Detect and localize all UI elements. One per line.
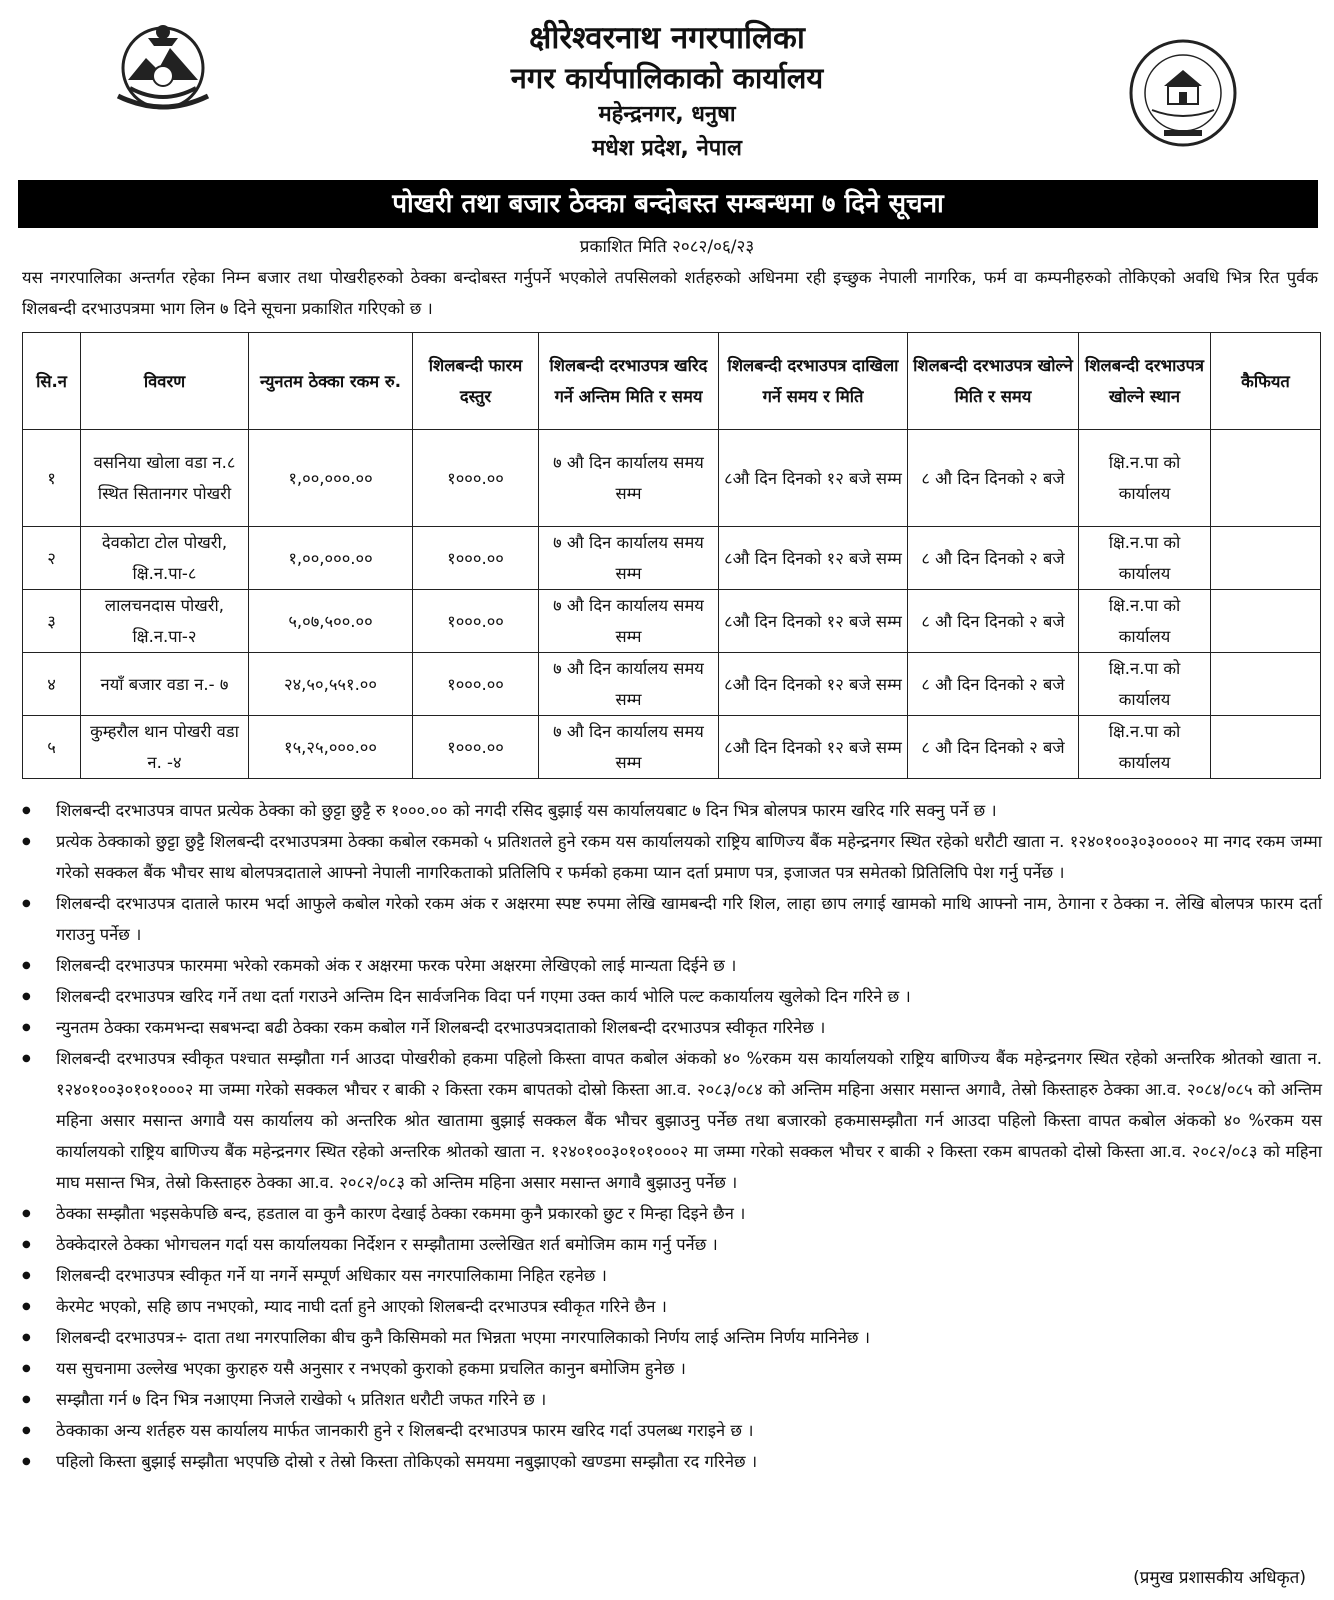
col-header-submission-time: शिलबन्दी दरभाउपत्र दाखिला गर्ने समय र मिति (719, 333, 908, 430)
col-header-description: विवरण (81, 333, 249, 430)
condition-item: ● शिलबन्दी दरभाउपत्र दाताले फारम भर्दा आफुले कबोल गरेको रकम अंक र अक्षरमा स्पष्ट रुपमा लेखि खामबन्दी गरि शिल, लाहा छाप लगाई खामको माथि आफ्नो नाम, ठेगाना र ठेक्का न. लेखि बोलपत्र फारम दर्ता गराउनु पर्नेछ । (22, 888, 1322, 950)
condition-item: ● शिलबन्दी दरभाउपत्र फारममा भरेको रकमको अंक र अक्षरमा फरक परेमा अक्षरमा लेखिएको लाई मान्यता दिईने छ । (22, 950, 1322, 981)
condition-item: ● सम्झौता गर्न ७ दिन भित्र नआएमा निजले राखेको ५ प्रतिशत धरौटी जफत गरिने छ । (22, 1384, 1322, 1415)
cell-sn: ३ (23, 590, 81, 653)
cell-purchase-deadline: ७ औ दिन कार्यालय समय सम्म (539, 430, 719, 527)
condition-item: ● ठेक्केदारले ठेक्का भोगचलन गर्दा यस कार्यालयका निर्देशन र सम्झौतामा उल्लेखित शर्त बमोजिम काम गर्नु पर्नेछ । (22, 1229, 1322, 1260)
col-header-opening-place: शिलबन्दी दरभाउपत्र खोल्ने स्थान (1079, 333, 1211, 430)
cell-sn: १ (23, 430, 81, 527)
col-header-purchase-deadline: शिलबन्दी दरभाउपत्र खरिद गर्ने अन्तिम मिति र समय (539, 333, 719, 430)
condition-item: ● पहिलो किस्ता बुझाई सम्झौता भएपछि दोस्रो र तेस्रो किस्ता तोकिएको समयमा नबुझाएको खण्डमा सम्झौता रद गरिनेछ । (22, 1446, 1322, 1477)
cell-description: कुम्हरौल थान पोखरी वडा न. -४ (81, 716, 249, 779)
col-header-form-fee: शिलबन्दी फारम दस्तुर (413, 333, 539, 430)
cell-min-amount: १५,२५,०००.०० (249, 716, 413, 779)
condition-item: ● ठेक्का सम्झौता भइसकेपछि बन्द, हडताल वा कुनै कारण देखाई ठेक्का रकममा कुनै प्रकारको छुट र मिन्हा दिइने छैन । (22, 1198, 1322, 1229)
office-address: महेन्द्रनगर, धनुषा (598, 102, 736, 127)
conditions-list (22, 795, 1322, 1477)
municipality-name: क्षीरेश्वरनाथ नगरपालिका (529, 20, 805, 56)
cell-submission-time: ८औ दिन दिनको १२ बजे सम्म (719, 590, 908, 653)
cell-opening-place: क्षि.न.पा को कार्यालय (1079, 527, 1211, 590)
cell-form-fee: १०००.०० (413, 653, 539, 716)
table-row (23, 653, 1321, 716)
cell-description: वसनिया खोला वडा न.८ स्थित सितानगर पोखरी (81, 430, 249, 527)
cell-purchase-deadline: ७ औ दिन कार्यालय समय सम्म (539, 527, 719, 590)
condition-item: ● यस सुचनामा उल्लेख भएका कुराहरु यसै अनुसार र नभएको कुराको हकमा प्रचलित कानुन बमोजिम हुनेछ । (22, 1353, 1322, 1384)
cell-sn: २ (23, 527, 81, 590)
col-header-opening-time: शिलबन्दी दरभाउपत्र खोल्ने मिति र समय (908, 333, 1079, 430)
table-row (23, 590, 1321, 653)
published-date: प्रकाशित मिति २०८२/०६/२३ (579, 237, 755, 257)
cell-remarks (1211, 430, 1321, 527)
cell-opening-time: ८ औ दिन दिनको २ बजे (908, 590, 1079, 653)
cell-remarks (1211, 716, 1321, 779)
condition-item: ● ठेक्काका अन्य शर्तहरु यस कार्यालय मार्फत जानकारी हुने र शिलबन्दी दरभाउपत्र फारम खरिद गर्दा उपलब्ध गराइने छ । (22, 1415, 1322, 1446)
municipality-logo-icon (1128, 38, 1238, 148)
condition-item: ● शिलबन्दी दरभाउपत्र स्वीकृत गर्ने या नगर्ने सम्पूर्ण अधिकार यस नगरपालिकामा निहित रहनेछ । (22, 1260, 1322, 1291)
cell-submission-time: ८औ दिन दिनको १२ बजे सम्म (719, 653, 908, 716)
notice-title: पोखरी तथा बजार ठेक्का बन्दोबस्त सम्बन्धमा ७ दिने सूचना (18, 180, 1318, 228)
cell-sn: ४ (23, 653, 81, 716)
cell-opening-time: ८ औ दिन दिनको २ बजे (908, 527, 1079, 590)
cell-description: नयाँ बजार वडा न.- ७ (81, 653, 249, 716)
cell-remarks (1211, 590, 1321, 653)
cell-remarks (1211, 527, 1321, 590)
col-header-min-amount: न्युनतम ठेक्का रकम रु. (249, 333, 413, 430)
intro-paragraph: यस नगरपालिका अन्तर्गत रहेका निम्न बजार तथा पोखरीहरुको ठेक्का बन्दोबस्त गर्नुपर्ने भएकोले तपसिलको शर्तहरुको अधिनमा रही इच्छुक नेपाली नागरिक, फर्म वा कम्पनीहरुको तोकिएको अवधि भित्र रित पुर्वक शिलबन्दी दरभाउपत्रमा भाग लिन ७ दिने सूचना प्रकाशित गरिएको छ । (22, 268, 1318, 318)
cell-opening-place: क्षि.न.पा को कार्यालय (1079, 590, 1211, 653)
office-name: नगर कार्यपालिकाको कार्यालय (510, 61, 824, 95)
letterhead (0, 0, 1334, 178)
table-row (23, 527, 1321, 590)
cell-opening-place: क्षि.न.पा को कार्यालय (1079, 653, 1211, 716)
col-header-sn: सि.न (23, 333, 81, 430)
cell-opening-place: क्षि.न.पा को कार्यालय (1079, 430, 1211, 527)
condition-item: ● शिलबन्दी दरभाउपत्र स्वीकृत पश्चात सम्झौता गर्न आउदा पोखरीको हकमा पहिलो किस्ता वापत कबोल अंकको ४० %रकम यस कार्यालयको राष्ट्रिय बाणिज्य बैंक महेन्द्रनगर स्थित रहेको अन्तरिक श्रोतको खाता न. १२४०१००३०१०१०००२ मा जम्मा गरेको सक्कल भौचर र बाकी २ किस्ता रकम बापतको दोस्रो किस्ता आ.व. २०८३/०८४ को अन्तिम महिना असार मसान्त अगावै, तेस्रो किस्ताहरु ठेक्का आ.व. २०८४/०८५ को अन्तिम महिना असार मसान्त अगावै यस कार्यालय को अन्तरिक श्रोत खातामा बुझाई सक्कल बैंक भौचर बुझाउनु पर्नेछ तथा बजारको हकमासम्झौता गर्न आउदा पहिलो किस्ता वापत कबोल अंकको ४० %रकम यस कार्यालयको राष्ट्रिय बाणिज्य बैंक महेन्द्रनगर स्थित रहेको अन्तरिक श्रोतको खाता न. १२४०१००३०१०१०००२ मा जम्मा गरेको सक्कल भौचर र बाकी २ किस्ता रकम बापतको दोस्रो किस्ता आ.व. २०८२/०८३ को महिना माघ मसान्त भित्र, तेस्रो किस्ताहरु ठेक्का आ.व. २०८२/०८३ को अन्तिम महिना असार मसान्त अगावै बुझाउनु पर्नेछ । (22, 1043, 1322, 1198)
table-row (23, 430, 1321, 527)
signatory-title: (प्रमुख प्रशासकीय अधिकृत) (1133, 1568, 1306, 1588)
cell-sn: ५ (23, 716, 81, 779)
condition-item: ● शिलबन्दी दरभाउपत्र÷ दाता तथा नगरपालिका बीच कुनै किसिमको मत भिन्नता भएमा नगरपालिकाको निर्णय लाई अन्तिम निर्णय मानिनेछ । (22, 1322, 1322, 1353)
tender-table (22, 332, 1321, 779)
cell-min-amount: १,००,०००.०० (249, 527, 413, 590)
cell-description: लालचनदास पोखरी, क्षि.न.पा-२ (81, 590, 249, 653)
table-row (23, 716, 1321, 779)
cell-min-amount: २४,५०,५५१.०० (249, 653, 413, 716)
cell-opening-time: ८ औ दिन दिनको २ बजे (908, 653, 1079, 716)
cell-form-fee: १०००.०० (413, 590, 539, 653)
province-country: मधेश प्रदेश, नेपाल (592, 136, 742, 161)
cell-purchase-deadline: ७ औ दिन कार्यालय समय सम्म (539, 590, 719, 653)
cell-purchase-deadline: ७ औ दिन कार्यालय समय सम्म (539, 716, 719, 779)
cell-submission-time: ८औ दिन दिनको १२ बजे सम्म (719, 430, 908, 527)
cell-purchase-deadline: ७ औ दिन कार्यालय समय सम्म (539, 653, 719, 716)
condition-item: ● न्युनतम ठेक्का रकमभन्दा सबभन्दा बढी ठेक्का रकम कबोल गर्ने शिलबन्दी दरभाउपत्रदाताको शिलबन्दी दरभाउपत्र स्वीकृत गरिनेछ । (22, 1012, 1322, 1043)
cell-min-amount: १,००,०००.०० (249, 430, 413, 527)
cell-min-amount: ५,०७,५००.०० (249, 590, 413, 653)
nepal-government-emblem-icon (108, 18, 218, 118)
condition-item: ● प्रत्येक ठेक्काको छुट्टा छुट्टै शिलबन्दी दरभाउपत्रमा ठेक्का कबोल रकमको ५ प्रतिशतले हुने रकम यस कार्यालयको राष्ट्रिय बाणिज्य बैंक महेन्द्रनगर स्थित रहेको धरौटी खाता न. १२४०१००३०३००००२ मा नगद रकम जम्मा गरेको सक्कल बैंक भौचर साथ बोलपत्रदाताले आफ्नो नेपाली नागरिकताको प्रतिलिपि र फर्मको हकमा प्यान दर्ता प्रमाण पत्र, इजाजत पत्र समेतको प्रितिलिपि पेश गर्नु पर्नेछ । (22, 826, 1322, 888)
cell-submission-time: ८औ दिन दिनको १२ बजे सम्म (719, 527, 908, 590)
cell-submission-time: ८औ दिन दिनको १२ बजे सम्म (719, 716, 908, 779)
cell-opening-time: ८ औ दिन दिनको २ बजे (908, 716, 1079, 779)
col-header-remarks: कैफियत (1211, 333, 1321, 430)
table-header-row (23, 333, 1321, 430)
condition-item: ● शिलबन्दी दरभाउपत्र वापत प्रत्येक ठेक्का को छुट्टा छुट्टै रु १०००.०० को नगदी रसिद बुझाई यस कार्यालयबाट ७ दिन भित्र बोलपत्र फारम खरिद गरि सक्नु पर्ने छ । (22, 795, 1322, 826)
cell-form-fee: १०००.०० (413, 527, 539, 590)
cell-opening-time: ८ औ दिन दिनको २ बजे (908, 430, 1079, 527)
cell-remarks (1211, 653, 1321, 716)
condition-item: ● केरमेट भएको, सहि छाप नभएको, म्याद नाघी दर्ता हुने आएको शिलबन्दी दरभाउपत्र स्वीकृत गरिने छैन । (22, 1291, 1322, 1322)
cell-form-fee: १०००.०० (413, 430, 539, 527)
cell-form-fee: १०००.०० (413, 716, 539, 779)
cell-description: देवकोटा टोल पोखरी, क्षि.न.पा-८ (81, 527, 249, 590)
condition-item: ● शिलबन्दी दरभाउपत्र खरिद गर्ने तथा दर्ता गराउने अन्तिम दिन सार्वजनिक विदा पर्न गएमा उक्त कार्य भोलि पल्ट ककार्यालय खुलेको दिन गरिने छ । (22, 981, 1322, 1012)
cell-opening-place: क्षि.न.पा को कार्यालय (1079, 716, 1211, 779)
